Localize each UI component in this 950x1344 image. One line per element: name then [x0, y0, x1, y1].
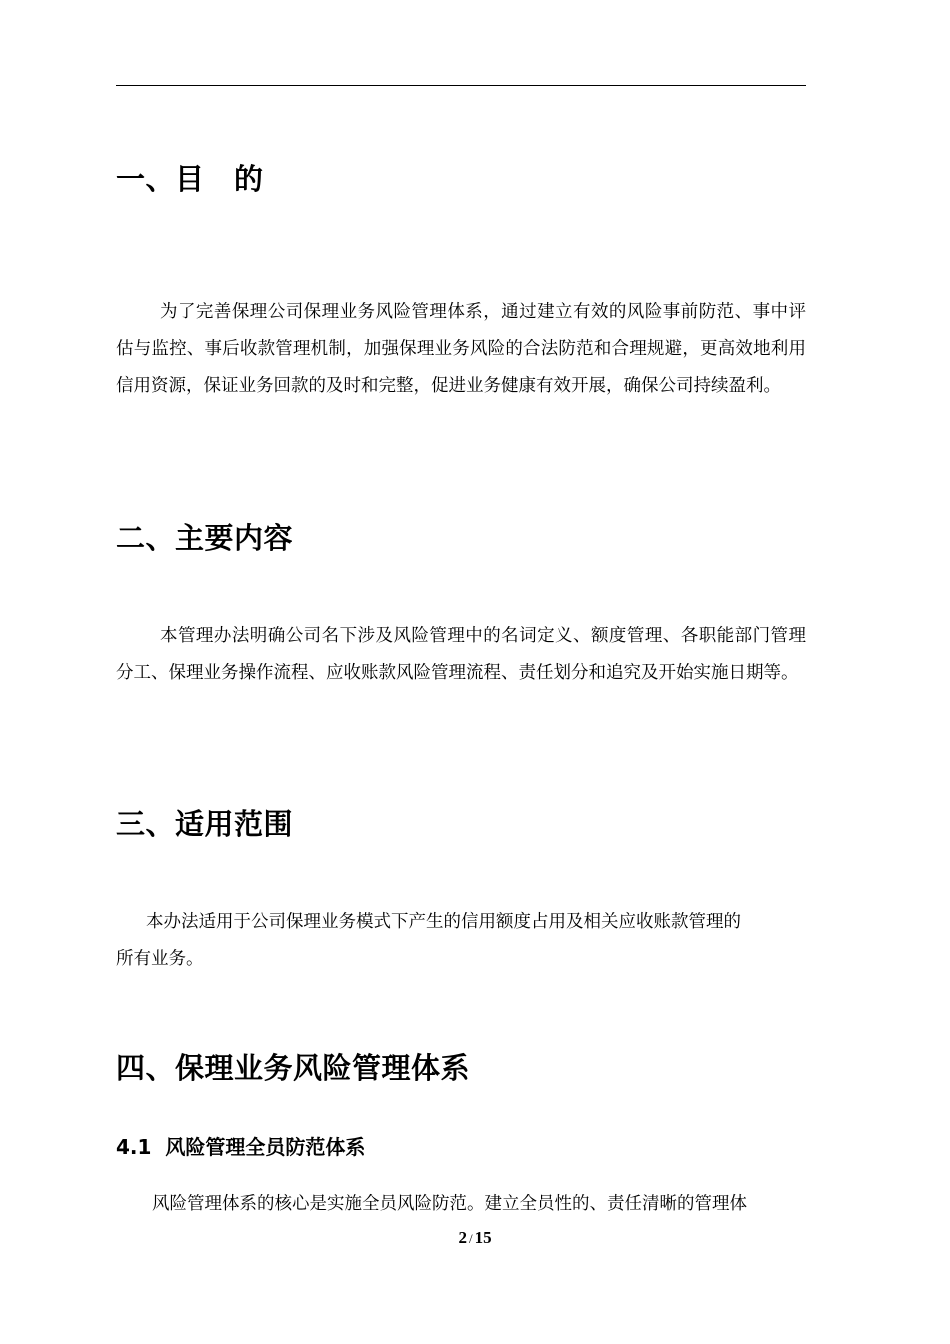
heading-purpose: 一、目 的 — [116, 162, 264, 196]
paragraph-scope-line-1: 本办法适用于公司保理业务模式下产生的信用额度占用及相关应收账款管理的 — [146, 912, 741, 932]
heading-risk-system: 四、保理业务风险管理体系 — [116, 1051, 471, 1085]
page-current: 2 — [458, 1228, 467, 1247]
heading-scope: 三、适用范围 — [116, 807, 294, 841]
paragraph-4-1: 风险管理体系的核心是实施全员风险防范。建立全员性的、责任清晰的管理体 — [152, 1194, 747, 1214]
page-number — [0, 1228, 950, 1248]
paragraph-purpose: 为了完善保理公司保理业务风险管理体系，通过建立有效的风险事前防范、事中评估与监控、事后收款管理机制，加强保理业务风险的合法防范和合理规避，更高效地利用信用资源，保证业务回款的及时和完整，促进业务健康有效开展，确保公司持续盈利。 — [116, 302, 806, 396]
page-total: 15 — [474, 1228, 492, 1247]
paragraph-scope — [116, 904, 806, 978]
paragraph-scope-line-2: 所有业务。 — [116, 949, 204, 969]
header-rule — [116, 85, 806, 86]
paragraph-main-content: 本管理办法明确公司名下涉及风险管理中的名词定义、额度管理、各职能部门管理分工、保理业务操作流程、应收账款风险管理流程、责任划分和追究及开始实施日期等。 — [116, 626, 806, 683]
page-separator: / — [468, 1231, 473, 1246]
subheading-4-1: 4.1 风险管理全员防范体系 — [116, 1135, 366, 1159]
heading-main-content: 二、主要内容 — [116, 521, 294, 555]
